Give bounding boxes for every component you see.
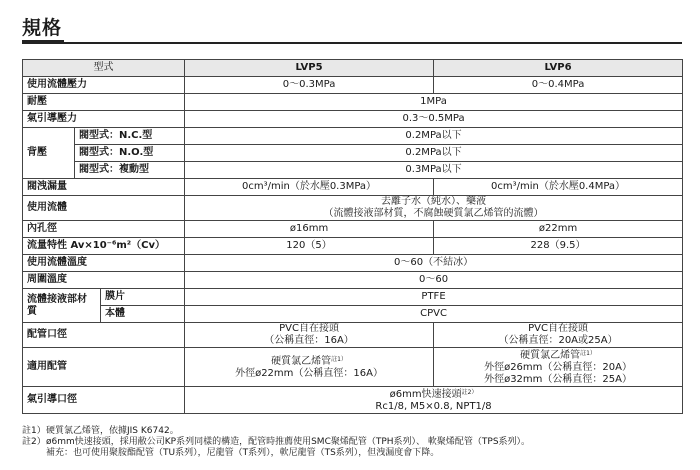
table-row [23,196,683,221]
footnote-ref: 註1） [580,350,596,357]
tubing-lvp5-type: 硬質氯乙烯管 [271,356,332,367]
model-lvp6-header: LVP6 [434,60,683,77]
back-pressure-value: 0.2MPa以下 [185,128,683,145]
orifice-lvp6: ø22mm [434,221,683,238]
pilot-port-line-1 [189,387,678,401]
fluid-pressure-lvp6: 0〜0.4MPa [434,77,683,94]
fluid-value [185,196,683,221]
back-pressure-type: 閥型式：N.C.型 [75,128,185,145]
port-label: 配管口徑 [23,323,185,348]
tubing-lvp6-line-3: 外徑ø32mm（公稱直徑：25A） [484,374,632,385]
material-value: PTFE [185,289,683,306]
flow-lvp5: 120（5） [185,238,434,255]
pilot-pressure-value: 0.3〜0.5MPa [185,111,683,128]
port-lvp5 [185,323,434,348]
spec-heading-bar [22,16,682,44]
tubing-lvp5-line-1 [189,354,429,368]
ambient-temp-label: 周圍溫度 [23,272,185,289]
tubing-label: 適用配管 [23,348,185,387]
fluid-label: 使用流體 [23,196,185,221]
table-row [23,238,683,255]
material-label: 流體接液部材質 [23,289,101,323]
orifice-lvp5: ø16mm [185,221,434,238]
footnote-text: 硬質氯乙烯管，依據JIS K6742。 [46,426,179,436]
orifice-label: 內孔徑 [23,221,185,238]
fluid-temp-label: 使用流體溫度 [23,255,185,272]
pilot-port-label: 氣引導口徑 [23,387,185,414]
page-title: 規格 [22,16,64,43]
port-lvp6-line-1: PVC自在接頭 [528,323,588,334]
tubing-lvp6-type: 硬質氯乙烯管 [520,350,581,361]
footnote-number: 註2） [22,437,46,447]
table-row [23,179,683,196]
proof-pressure-label: 耐壓 [23,94,185,111]
table-row [23,162,683,179]
table-row [23,272,683,289]
fluid-pressure-label: 使用流體壓力 [23,77,185,94]
port-lvp6 [434,323,683,348]
pilot-pressure-label: 氣引導壓力 [23,111,185,128]
valve-leakage-lvp6: 0cm³/min（於水壓0.4MPa） [434,179,683,196]
model-header-label: 型式 [23,60,185,77]
footnote-text: 補充：也可使用聚胺酯配管（TU系列），尼龍管（T系列），軟尼龍管（TS系列），但洩漏度會下降。 [46,448,440,458]
back-pressure-type: 閥型式：複動型 [75,162,185,179]
port-lvp5-line-2: （公稱直徑：16A） [264,335,354,346]
proof-pressure-value: 1MPa [185,94,683,111]
table-row [23,306,683,323]
flow-label: 流量特性 Av×10⁻⁶m²（Cv） [23,238,185,255]
table-row [23,145,683,162]
table-row [23,77,683,94]
table-row [23,94,683,111]
port-lvp5-line-1: PVC自在接頭 [279,323,339,334]
table-row [23,348,683,387]
material-part: 本體 [101,306,185,323]
tubing-lvp6-line-1 [438,348,678,362]
table-row [23,255,683,272]
tubing-lvp6-line-2: 外徑ø26mm（公稱直徑：20A） [484,362,632,373]
table-row [23,60,683,77]
back-pressure-value: 0.2MPa以下 [185,145,683,162]
back-pressure-label: 背壓 [23,128,75,179]
table-row [23,387,683,414]
flow-lvp6: 228（9.5） [434,238,683,255]
footnote-ref: 註1） [331,356,347,363]
footnote-ref: 註2） [461,389,478,396]
table-row [23,289,683,306]
tubing-lvp5 [185,348,434,387]
pilot-port-value [185,387,683,414]
pilot-port-line-2: Rc1/8, M5×0.8, NPT1/8 [375,401,492,412]
footnote-1 [22,426,682,437]
ambient-temp-value: 0〜60 [185,272,683,289]
footnote-2-supplement [22,448,682,459]
footnote-text: ø6mm快速接頭，採用敝公司KP系列同樣的構造，配管時推薦使用SMC聚烯配管（TPH系列）、 軟聚烯配管（TPS系列）。 [46,437,531,447]
spec-table [22,59,683,414]
back-pressure-value: 0.3MPa以下 [185,162,683,179]
material-value: CPVC [185,306,683,323]
fluid-pressure-lvp5: 0〜0.3MPa [185,77,434,94]
valve-leakage-label: 閥洩漏量 [23,179,185,196]
tubing-lvp6 [434,348,683,387]
table-row [23,323,683,348]
port-lvp6-line-2: （公稱直徑：20A或25A） [498,335,618,346]
pilot-port-fitting: ø6mm快速接頭 [389,389,462,400]
footnote-number: 註1） [22,426,46,436]
table-row [23,128,683,145]
fluid-line-2: （流體接液部材質，不腐蝕硬質氯乙烯管的流體） [323,208,544,219]
material-part: 膜片 [101,289,185,306]
back-pressure-type: 閥型式：N.O.型 [75,145,185,162]
fluid-temp-value: 0〜60（不結冰） [185,255,683,272]
footnotes [22,426,682,459]
model-lvp5-header: LVP5 [185,60,434,77]
fluid-line-1: 去離子水（純水）、藥液 [381,196,487,207]
tubing-lvp5-line-2: 外徑ø22mm（公稱直徑：16A） [235,368,383,379]
footnote-2 [22,437,682,448]
valve-leakage-lvp5: 0cm³/min（於水壓0.3MPa） [185,179,434,196]
table-row [23,111,683,128]
table-row [23,221,683,238]
